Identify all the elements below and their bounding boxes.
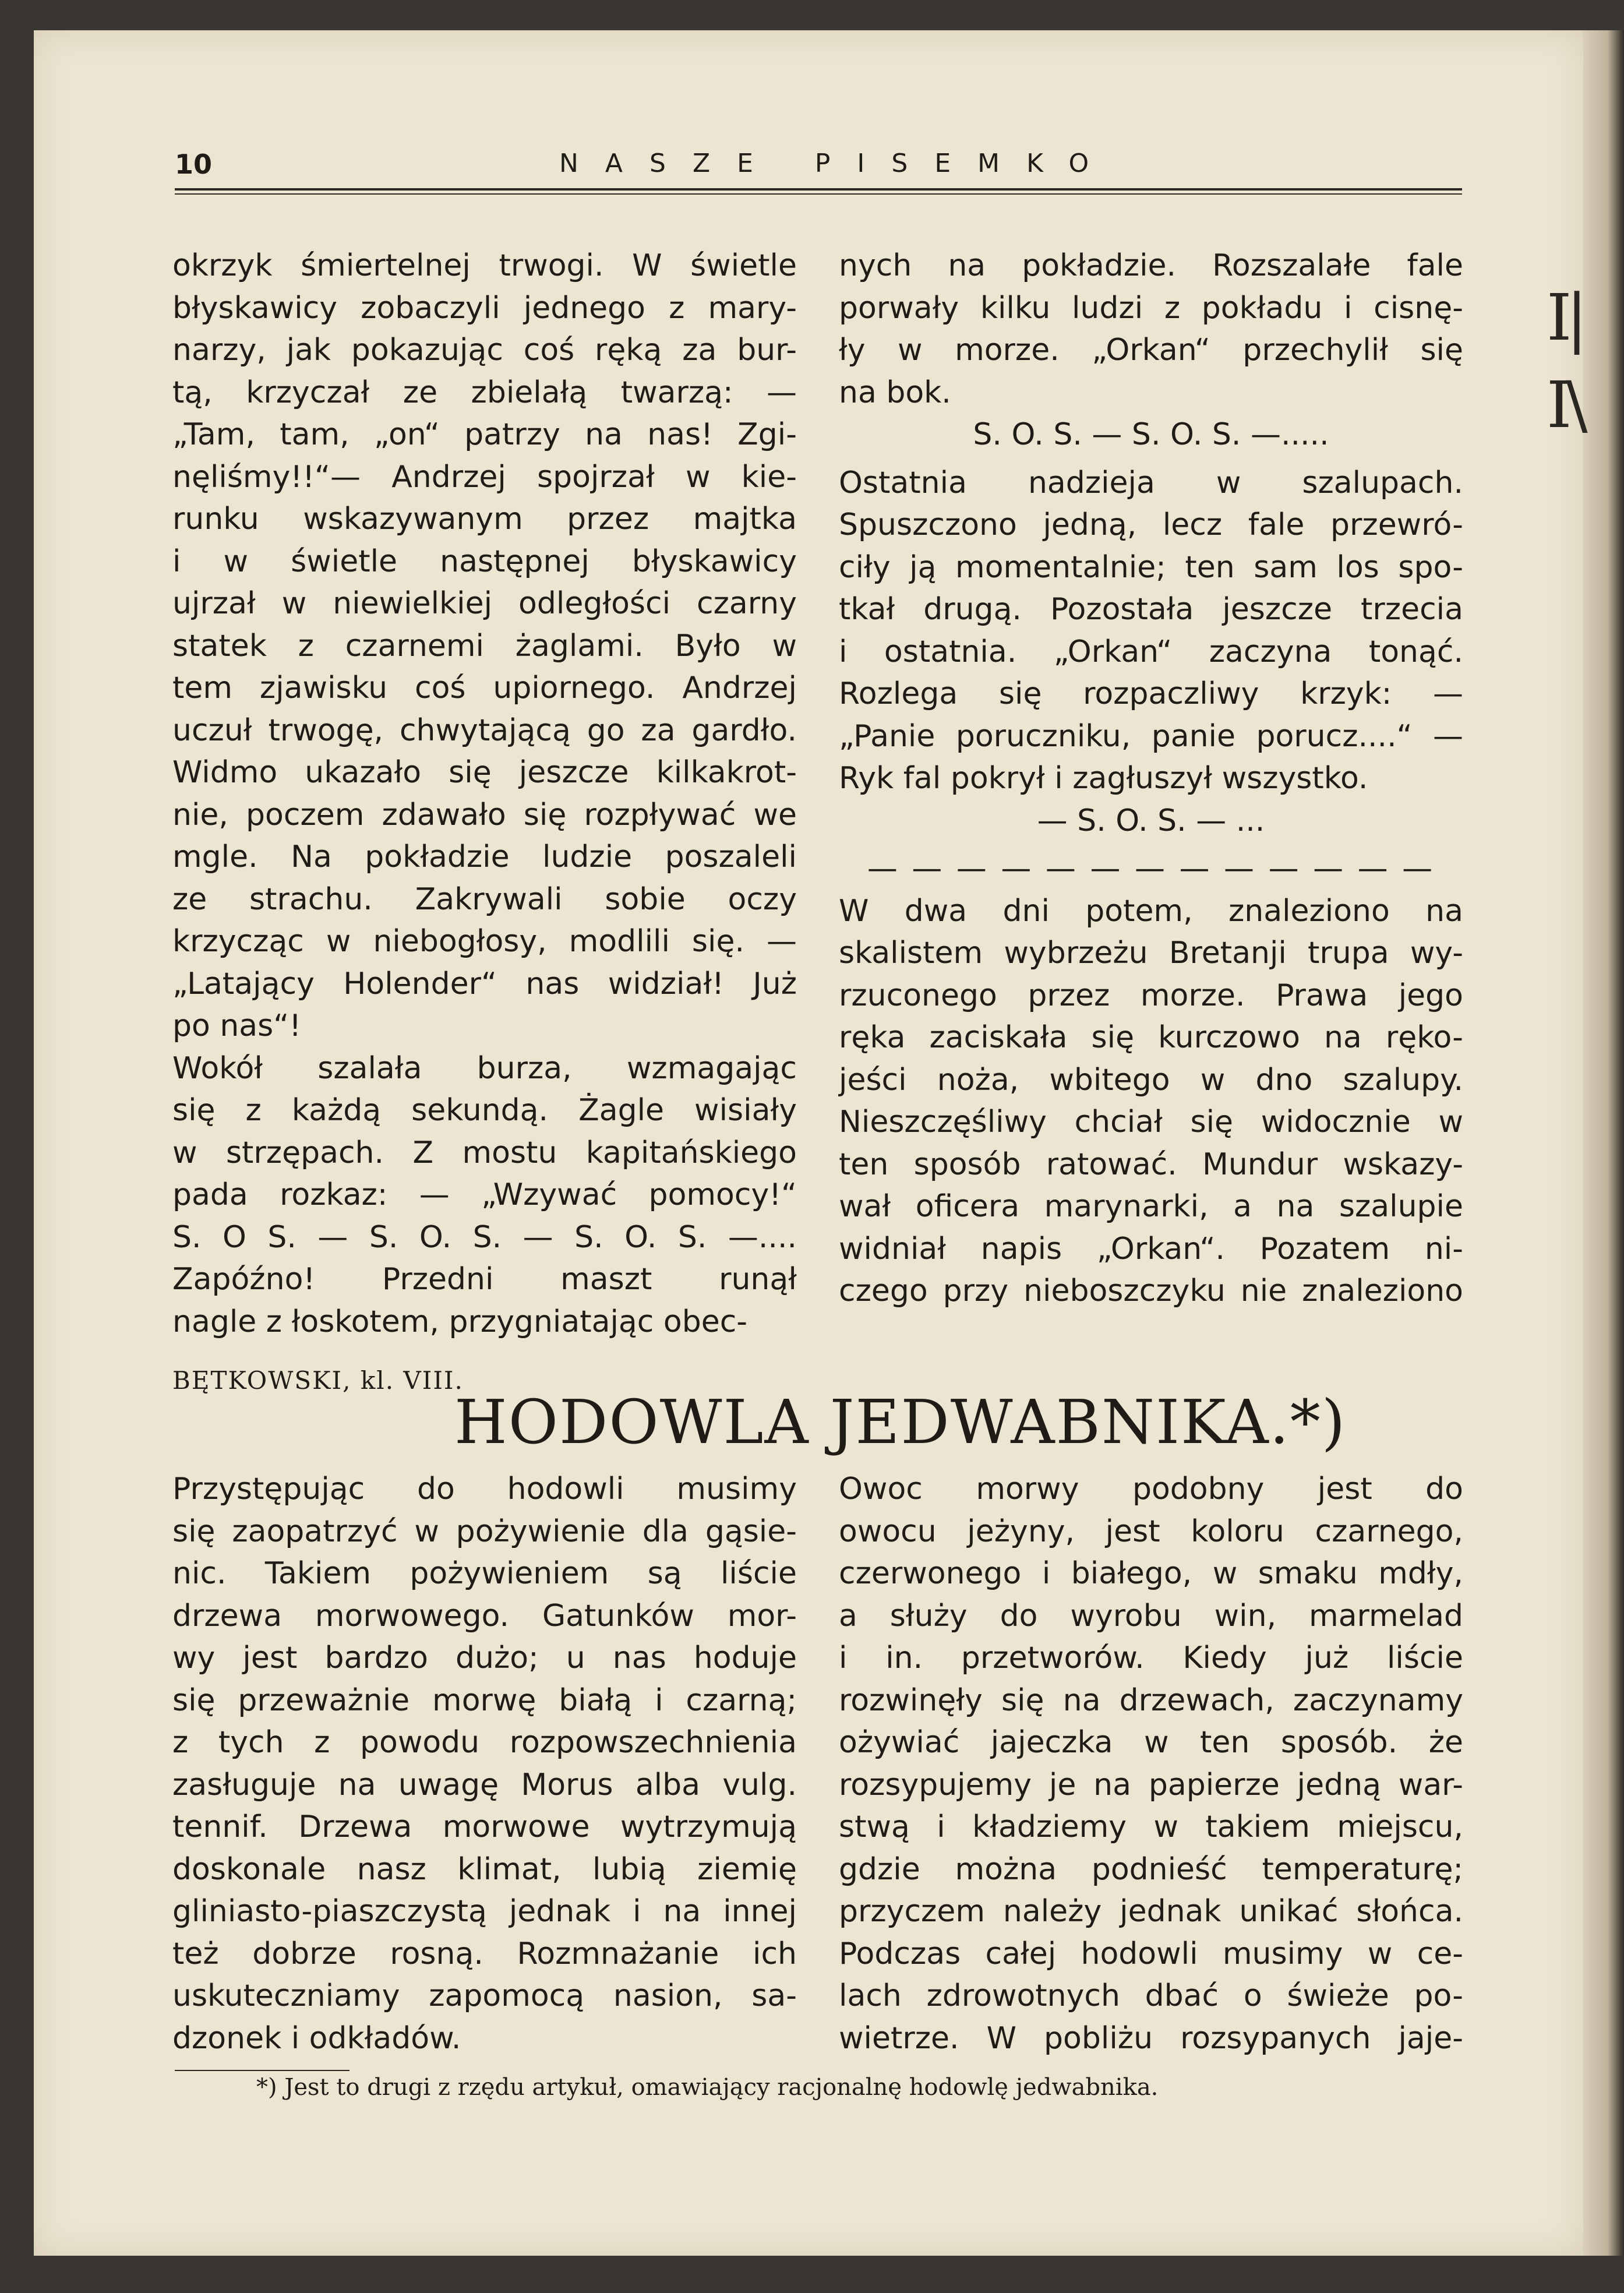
text-line: uczuł trwogę, chwytającą go za gardło.	[172, 712, 797, 748]
text-line: krzycząc w niebogłosy, modlili się. —	[172, 924, 797, 959]
text-line: Widmo ukazało się jeszcze kilkakrot-	[172, 755, 797, 790]
text-line: statek z czarnemi żaglami. Było w	[172, 628, 797, 664]
text-line: Owoc morwy podobny jest do	[839, 1472, 1463, 1507]
text-line: a służy do wyrobu win, marmelad	[839, 1598, 1463, 1634]
text-line: rozsypujemy je na papierze jedną war-	[839, 1767, 1463, 1802]
article-title: HODOWLA JEDWABNIKA.*)	[454, 1387, 1347, 1458]
text-line: doskonale nasz klimat, lubią ziemię	[172, 1851, 797, 1887]
text-line: wietrze. W pobliżu rozsypanych jaje-	[839, 2020, 1463, 2056]
text-line: nic. Takiem pożywieniem są liście	[172, 1556, 797, 1591]
page-number: 10	[175, 149, 213, 180]
text-line: owocu jeżyny, jest koloru czarnego,	[839, 1514, 1463, 1549]
binding-edge	[1583, 30, 1624, 2256]
footnote-rule	[175, 2070, 349, 2071]
text-line: „Tam, tam, „on“ patrzy na nas! Zgi-	[172, 417, 797, 452]
text-line: gdzie można podnieść temperaturę;	[839, 1851, 1463, 1887]
article-column-left	[172, 1468, 797, 2059]
text-line: się zaopatrzyć w pożywienie dla gąsie-	[172, 1514, 797, 1549]
text-line: ten sposób ratować. Mundur wskazy-	[839, 1146, 1463, 1182]
text-line: widniał napis „Orkan“. Pozatem ni-	[839, 1231, 1463, 1267]
text-line: błyskawicy zobaczyli jednego z mary-	[172, 290, 797, 326]
text-line: — — — — — — — — — — — — —	[867, 851, 1435, 886]
text-line: S. O S. — S. O. S. — S. O. S. —....	[172, 1219, 797, 1255]
running-title: NASZE PISEMKO	[559, 149, 1116, 178]
text-line: czego przy nieboszczyku nie znaleziono	[839, 1274, 1463, 1308]
text-line: Ryk fal pokrył i zagłuszył wszystko.	[839, 761, 1368, 796]
footnote: *) Jest to drugi z rzędu artykuł, omawiający racjonalnę hodowlę jedwabnika.	[256, 2074, 1159, 2101]
text-line: ręka zaciskała się kurczowo na ręko-	[839, 1020, 1463, 1055]
text-line: mgle. Na pokładzie ludzie poszaleli	[172, 839, 797, 874]
text-line: okrzyk śmiertelnej trwogi. W świetle	[172, 248, 797, 283]
text-line: Wokół szalała burza, wzmagając	[172, 1050, 797, 1086]
text-line: — S. O. S. — ...	[1037, 803, 1265, 838]
text-line: tą, krzyczał ze zbielałą twarzą: —	[172, 375, 797, 410]
text-line: W dwa dni potem, znaleziono na	[839, 893, 1463, 929]
text-line: się przeważnie morwę białą i czarną;	[172, 1682, 797, 1718]
text-line: „Panie poruczniku, panie porucz....“ —	[839, 718, 1463, 754]
text-line: Zapóźno! Przedni maszt runął	[172, 1262, 797, 1297]
text-line: zasługuje na uwagę Morus alba vulg.	[172, 1767, 797, 1802]
story-column-right	[839, 245, 1463, 1313]
text-line: z tych z powodu rozpowszechnienia	[172, 1725, 797, 1760]
text-line: po nas“!	[172, 1008, 302, 1043]
text-line: jeści noża, wbitego w dno szalupy.	[839, 1062, 1463, 1098]
header-rule	[175, 188, 1462, 191]
text-line: się z każdą sekundą. Żagle wisiały	[172, 1093, 797, 1128]
text-line: nych na pokładzie. Rozszalałe fale	[839, 248, 1463, 283]
text-line: skalistem wybrzeżu Bretanji trupa wy-	[839, 936, 1463, 971]
text-line: nagle z łoskotem, przygniatając obec-	[172, 1304, 748, 1339]
text-line: i ostatnia. „Orkan“ zaczyna tonąć.	[839, 634, 1463, 669]
text-line: pada rozkaz: — „Wzywać pomocy!“	[172, 1177, 797, 1212]
text-line: na bok.	[839, 375, 951, 410]
text-line: gliniasto-piaszczystą jednak i na innej	[172, 1894, 797, 1929]
text-line: ożywiać jajeczka w ten sposób. że	[839, 1725, 1463, 1760]
text-line: lach zdrowotnych dbać o świeże po-	[839, 1978, 1463, 2013]
text-line: przyczem należy jednak unikać słońca.	[839, 1894, 1463, 1929]
text-line: i in. przetworów. Kiedy już liście	[839, 1641, 1463, 1675]
text-line: ły w morze. „Orkan“ przechylił się	[839, 333, 1463, 368]
text-line: rzuconego przez morze. Prawa jego	[839, 978, 1463, 1013]
text-line: wał oficera marynarki, a na szalupie	[839, 1189, 1463, 1224]
text-line: narzy, jak pokazując coś ręką za bur-	[172, 333, 797, 368]
text-line: wy jest bardzo dużo; u nas hoduje	[172, 1641, 797, 1675]
text-line: ujrzał w niewielkiej odległości czarny	[172, 586, 797, 621]
text-line: w strzępach. Z mostu kapitańskiego	[172, 1135, 797, 1170]
text-line: uskuteczniamy zapomocą nasion, sa-	[172, 1978, 797, 2013]
text-line: nęliśmy!!“— Andrzej spojrzał w kie-	[172, 459, 797, 495]
text-line: drzewa morwowego. Gatunków mor-	[172, 1598, 797, 1634]
text-line: też dobrze rosną. Rozmnażanie ich	[172, 1936, 797, 1971]
text-line: nie, poczem zdawało się rozpływać we	[172, 797, 797, 832]
text-line: rozwinęły się na drzewach, zaczynamy	[839, 1682, 1463, 1718]
text-line: stwą i kładziemy w takiem miejscu,	[839, 1809, 1463, 1844]
text-line: ze strachu. Zakrywali sobie oczy	[172, 881, 797, 917]
text-line: tennif. Drzewa morwowe wytrzymują	[172, 1809, 797, 1844]
header-rule-thin	[175, 193, 1462, 195]
text-line: Podczas całej hodowli musimy w ce-	[839, 1936, 1463, 1971]
story-column-left	[172, 245, 797, 1343]
text-line: porwały kilku ludzi z pokładu i cisnę-	[839, 290, 1463, 326]
text-line: Ostatnia nadzieja w szalupach.	[839, 465, 1463, 500]
text-line: i w świetle następnej błyskawicy	[172, 544, 797, 579]
text-line: tem zjawisku coś upiornego. Andrzej	[172, 671, 797, 705]
text-line: runku wskazywanym przez majtka	[172, 502, 797, 537]
text-line: S. O. S. — S. O. S. —.....	[973, 417, 1329, 452]
article-author: BĘTKOWSKI, kl. VIII.	[172, 1366, 464, 1395]
adjacent-page-fragment: I| I\	[1547, 280, 1582, 442]
text-line: tkał drugą. Pozostała jeszcze trzecia	[839, 592, 1463, 627]
text-line: „Latający Holender“ nas widział! Już	[172, 966, 797, 1001]
text-line: Przystępując do hodowli musimy	[172, 1472, 797, 1507]
text-line: Rozlega się rozpaczliwy krzyk: —	[839, 676, 1463, 711]
text-line: Nieszczęśliwy chciał się widocznie w	[839, 1105, 1463, 1140]
text-line: Spuszczono jedną, lecz fale przewró-	[839, 507, 1463, 542]
text-line: czerwonego i białego, w smaku mdły,	[839, 1556, 1463, 1591]
text-line: ciły ją momentalnie; ten sam los spo-	[839, 549, 1463, 585]
text-line: dzonek i odkładów.	[172, 2020, 461, 2056]
article-column-right	[839, 1468, 1463, 2059]
